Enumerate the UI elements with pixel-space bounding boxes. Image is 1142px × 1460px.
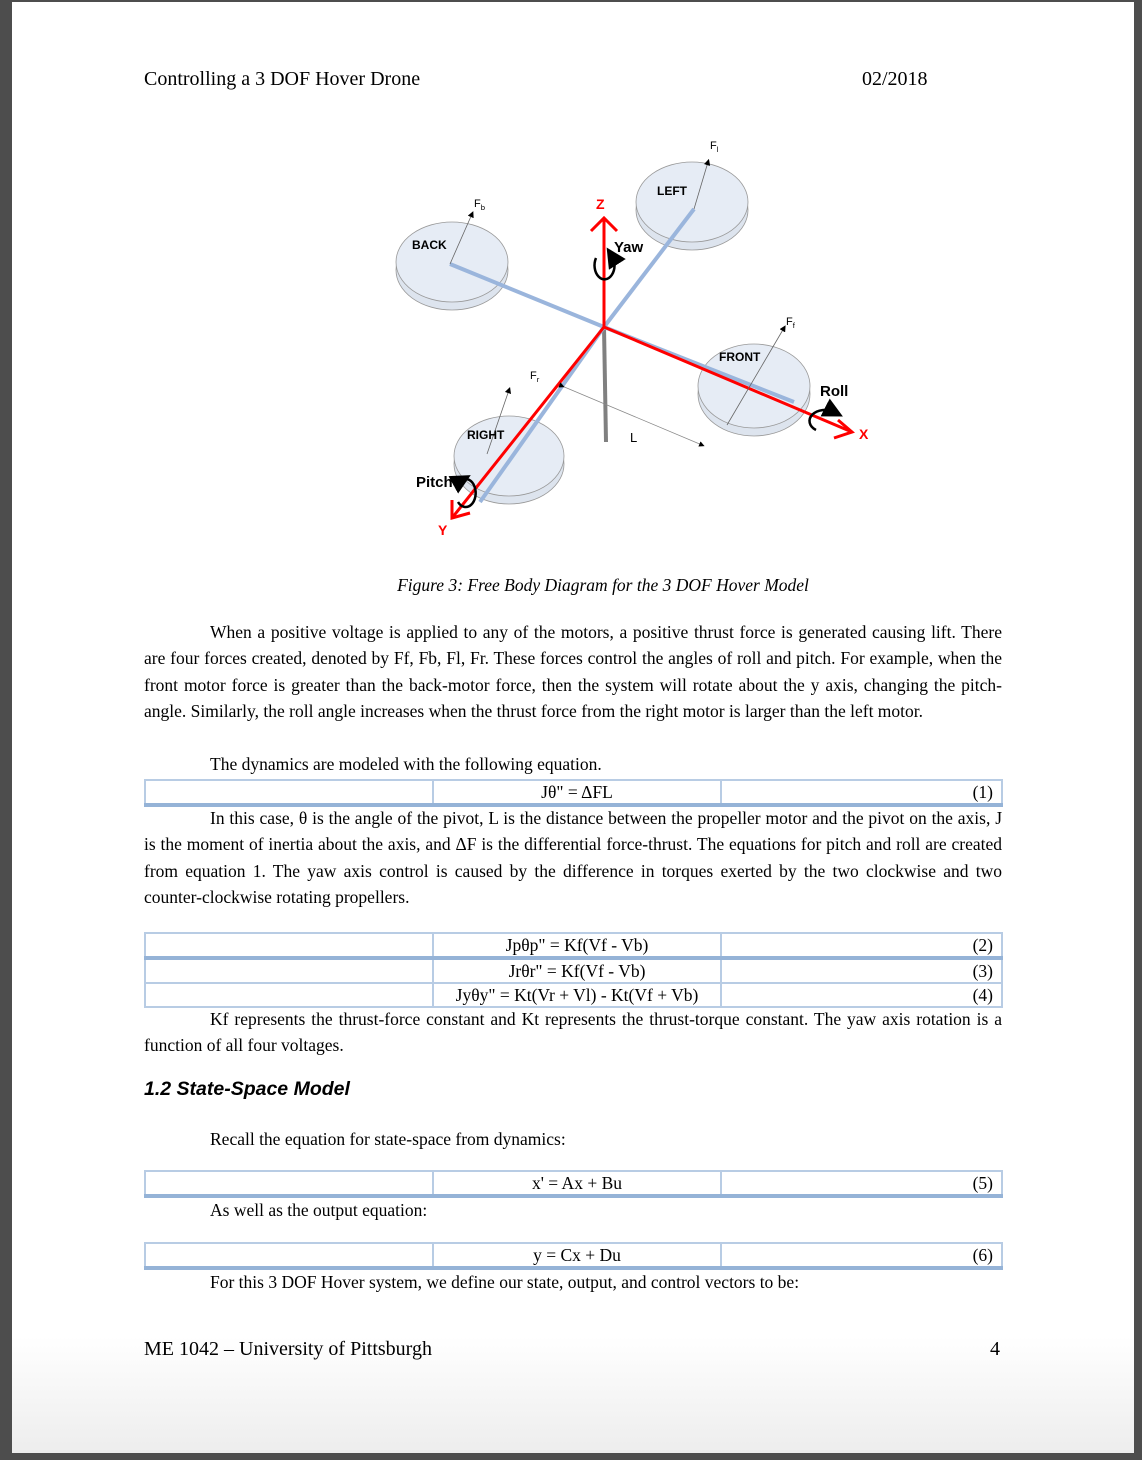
- header-date: 02/2018: [862, 68, 928, 90]
- header-title: Controlling a 3 DOF Hover Drone: [144, 68, 421, 90]
- paragraph-vectors-intro: For this 3 DOF Hover system, we define our state, output, and control vectors to be:: [210, 1272, 800, 1292]
- document-page: [12, 2, 1134, 1453]
- roll-label: Roll: [820, 383, 849, 400]
- left-label: LEFT: [657, 184, 687, 198]
- equation-4-number: (4): [721, 983, 1002, 1007]
- force-back-label: $F_b$: [474, 198, 486, 213]
- paragraph-constants: Kf represents the thrust-force constant and Kt represents the thrust-torque constant. The yaw axis rotation is a function of all four voltages.: [144, 1009, 1002, 1056]
- equation-3: Jrθr" = Kf(Vf - Vb): [433, 958, 721, 983]
- equation-2-number: (2): [721, 933, 1002, 958]
- equation-6-number: (6): [721, 1243, 1002, 1268]
- force-right-label: $F_r$: [530, 370, 540, 385]
- force-front-label: $F_f$: [786, 316, 795, 331]
- front-label: FRONT: [719, 350, 761, 364]
- equation-3-number: (3): [721, 958, 1002, 983]
- equation-1-table: [144, 779, 1003, 807]
- figure-caption: Figure 3: Free Body Diagram for the 3 DOF Hover Model: [397, 575, 809, 595]
- paragraph-dynamics-intro: The dynamics are modeled with the following equation.: [210, 754, 602, 774]
- drone-diagram-graphic: [382, 132, 882, 542]
- equation-2: Jpθp" = Kf(Vf - Vb): [433, 933, 721, 958]
- equation-6-table: [144, 1242, 1003, 1270]
- left-propeller-icon: [636, 162, 748, 250]
- right-label: RIGHT: [467, 428, 505, 442]
- equation-5: x' = Ax + Bu: [433, 1171, 721, 1196]
- back-label: BACK: [412, 238, 447, 252]
- paragraph-state-space-intro: Recall the equation for state-space from dynamics:: [210, 1129, 566, 1149]
- equations-2-4-table: [144, 932, 1003, 1008]
- equation-4: Jyθy" = Kt(Vr + Vl) - Kt(Vf + Vb): [433, 983, 721, 1007]
- z-axis-label: Z: [596, 196, 605, 212]
- section-heading: 1.2 State-Space Model: [144, 1078, 350, 1100]
- equation-5-table: [144, 1170, 1003, 1198]
- equation-6: y = Cx + Du: [433, 1243, 721, 1268]
- footer-page-number: 4: [990, 1338, 1000, 1360]
- pitch-label: Pitch: [416, 474, 453, 491]
- paragraph-forces: When a positive voltage is applied to any of the motors, a positive thrust force is generated causing lift. There are four forces created, denoted by Ff, Fb, Fl, Fr. These forces control the angles of roll and pitch. For example, when the front motor force is greater than the back-motor force, then the system will rotate about the y axis, changing the pitch-angle. Similarly, the roll angle increases when the thrust force from the right motor is larger than the left motor.: [144, 622, 1002, 722]
- equation-5-number: (5): [721, 1171, 1002, 1196]
- equation-1: Jθ" = ΔFL: [433, 780, 721, 805]
- x-axis-label: X: [859, 426, 869, 442]
- length-label: L: [630, 430, 638, 445]
- free-body-diagram: [382, 132, 882, 542]
- equation-1-number: (1): [721, 780, 1002, 805]
- paragraph-variables: In this case, θ is the angle of the pivot, L is the distance between the propeller motor and the pivot on the axis, J is the moment of inertia about the axis, and ΔF is the differential force-thrust. The equations for pitch and roll are created from equation 1. The yaw axis control is caused by the difference in torques exerted by the two clockwise and two counter-clockwise rotating propellers.: [144, 808, 1002, 908]
- yaw-label: Yaw: [614, 239, 644, 256]
- y-axis-label: Y: [438, 522, 448, 538]
- paragraph-output-intro: As well as the output equation:: [210, 1200, 428, 1220]
- force-left-label: $F_l$: [710, 140, 719, 155]
- footer-course: ME 1042 – University of Pittsburgh: [144, 1338, 432, 1360]
